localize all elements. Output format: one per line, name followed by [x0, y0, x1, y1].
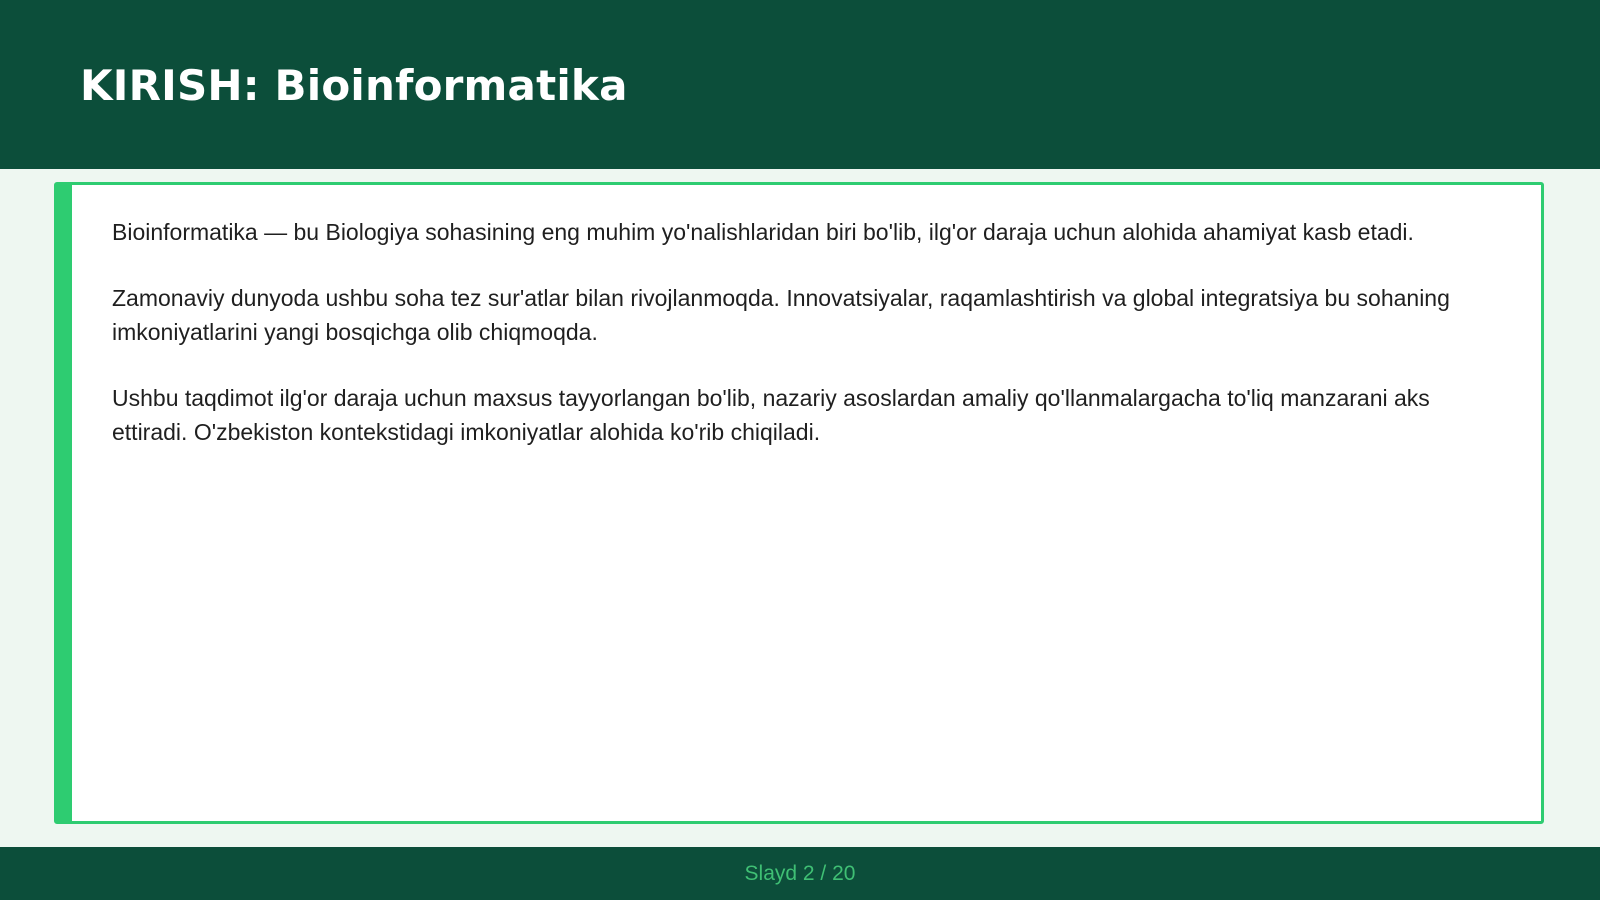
content-text: [112, 215, 1497, 481]
slide-footer: [0, 847, 1600, 900]
slide-counter: Slayd 2 / 20: [744, 862, 856, 885]
paragraph-modern-world: Zamonaviy dunyoda ushbu soha tez sur'atlar bilan rivojlanmoqda. Innovatsiyalar, raqamlashtirish va global integratsiya bu sohaning imkoniyatlarini yangi bosqichga olib chiqmoqda.: [112, 285, 1450, 345]
slide-header: [0, 0, 1600, 169]
content-panel: [54, 182, 1544, 824]
paragraph-intro: Bioinformatika — bu Biologiya sohasining eng muhim yo'nalishlaridan biri bo'lib, ilg'or daraja uchun alohida ahamiyat kasb etadi.: [112, 219, 1414, 245]
slide-title: KIRISH: Bioinformatika: [80, 61, 628, 110]
paragraph-presentation-scope: Ushbu taqdimot ilg'or daraja uchun maxsus tayyorlangan bo'lib, nazariy asoslardan amaliy qo'llanmalargacha to'liq manzarani aks ettiradi. O'zbekiston kontekstidagi imkoniyatlar alohida ko'rib chiqiladi.: [112, 385, 1430, 445]
